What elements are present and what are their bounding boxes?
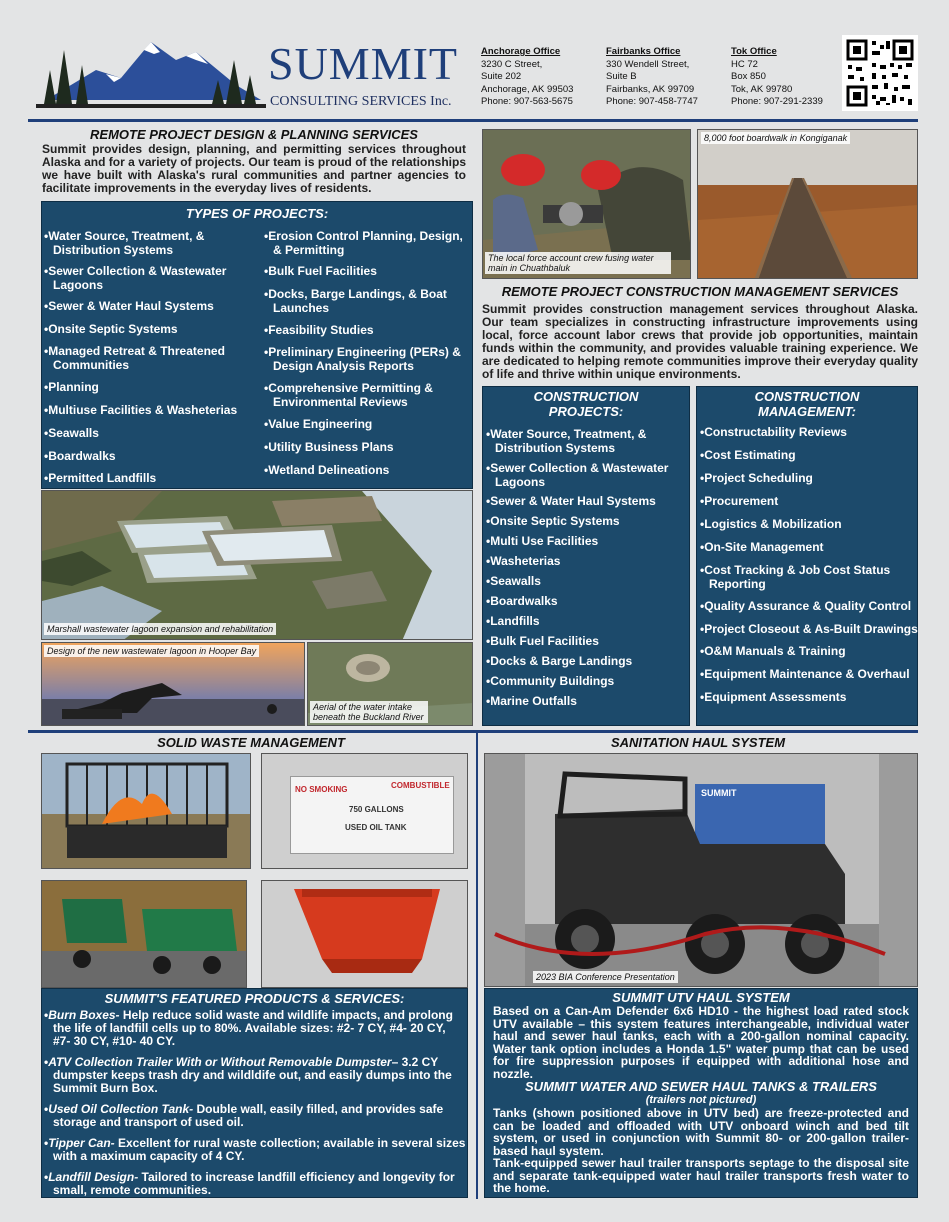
mountain-logo-icon bbox=[36, 30, 266, 108]
list-item: • Erosion Control Planning, Design, & Permitting bbox=[264, 229, 472, 257]
office-address-line: Box 850 bbox=[731, 71, 766, 82]
list-item: • Preliminary Engineering (PERs) & Design Analysis Reports bbox=[264, 345, 472, 373]
design-section-title: REMOTE PROJECT DESIGN & PLANNING SERVICES bbox=[90, 127, 418, 142]
list-item: • Seawalls bbox=[486, 574, 688, 588]
list-item: • Sewer Collection & Wastewater Lagoons bbox=[486, 461, 688, 489]
construction-projects-list bbox=[486, 427, 688, 708]
list-item: • Project Closeout & As-Built Drawings bbox=[700, 622, 918, 636]
list-item: • Cost Tracking & Job Cost Status Reporting bbox=[700, 563, 918, 591]
company-subtitle: CONSULTING SERVICES Inc. bbox=[270, 94, 452, 109]
list-item: • Planning bbox=[44, 380, 262, 394]
utv-system-text: Based on a Can-Am Defender 6x6 HD10 - the highest load rated stock UTV available – this system features interchangeable, individual water haul and sewer haul tanks, each with a 200-gallon nominal capacity. Water tank option includes a Honda 1.5" water pump that can be used for fire suppression purposes if equipped with additional hose and nozzle. bbox=[493, 1004, 909, 1081]
list-item: • Landfills bbox=[486, 614, 688, 628]
list-item: • Onsite Septic Systems bbox=[44, 322, 262, 336]
office-address-line: 3230 C Street, bbox=[481, 58, 543, 70]
list-item: • Community Buildings bbox=[486, 674, 688, 688]
list-item: • Feasibility Studies bbox=[264, 323, 472, 337]
list-item: • Docks & Barge Landings bbox=[486, 654, 688, 668]
utv-badge: SUMMIT bbox=[701, 788, 737, 798]
hooper-bay-photo bbox=[41, 642, 305, 726]
list-item: • Multiuse Facilities & Washeterias bbox=[44, 403, 262, 417]
tank-label: COMBUSTIBLE bbox=[391, 781, 450, 790]
boardwalk-photo bbox=[697, 129, 918, 279]
product-name: ATV Collection Trailer With or Without Removable Dumpster bbox=[48, 1055, 392, 1069]
list-item: • Project Scheduling bbox=[700, 471, 918, 485]
tank-label: USED OIL TANK bbox=[345, 823, 407, 832]
list-item: • Washeterias bbox=[486, 554, 688, 568]
list-item: • Quality Assurance & Quality Control bbox=[700, 599, 918, 613]
types-left-list bbox=[44, 229, 262, 485]
design-intro: Summit provides design, planning, and permitting services throughout Alaska and for a variety of projects. Our team is proud of the relationships we have built with Alaska's rural communities and partner agencies to facilitate improvements in the everyday lives of residents. bbox=[42, 142, 466, 195]
construction-projects-panel bbox=[482, 386, 690, 726]
tanks-title: SUMMIT WATER AND SEWER HAUL TANKS & TRAILERS bbox=[525, 1079, 877, 1094]
list-item: • Bulk Fuel Facilities bbox=[486, 634, 688, 648]
photo-caption: Aerial of the water intake beneath the Buckland River bbox=[310, 701, 428, 723]
burn-box-photo bbox=[41, 753, 251, 869]
list-item: • Utility Business Plans bbox=[264, 440, 472, 454]
list-item: • Onsite Septic Systems bbox=[486, 514, 688, 528]
product-desc: Help reduce solid waste and wildlife impacts, and prolong the life of landfill cells up to 80%. Available sizes: #2- 7 CY, #4- 20 CY, #7- 30 CY, #10- 40 CY. bbox=[53, 1008, 453, 1048]
list-item: • Water Source, Treatment, & Distribution Systems bbox=[486, 427, 688, 455]
list-item: • Water Source, Treatment, & Distribution Systems bbox=[44, 229, 262, 257]
list-item: • Wetland Delineations bbox=[264, 463, 472, 477]
product-desc: Tailored to increase landfill efficiency and longevity for small, remote communities. bbox=[53, 1170, 455, 1197]
types-of-projects-title: TYPES OF PROJECTS: bbox=[185, 206, 329, 221]
list-item: • Value Engineering bbox=[264, 417, 472, 431]
product-name: Landfill Design- bbox=[48, 1170, 139, 1184]
list-item: • Sewer & Water Haul Systems bbox=[486, 494, 688, 508]
list-item: • Seawalls bbox=[44, 426, 262, 440]
product-desc: – 3.2 CY dumpster keeps trash dry and wildldife out, and easily dumps into the Summit Burn Box. bbox=[53, 1055, 452, 1095]
solid-waste-title: SOLID WASTE MANAGEMENT bbox=[157, 735, 345, 750]
oil-tank bbox=[290, 776, 454, 854]
list-item: • Sewer & Water Haul Systems bbox=[44, 299, 262, 313]
list-item: • Permitted Landfills bbox=[44, 471, 262, 485]
list-item: • Equipment Assessments bbox=[700, 690, 918, 704]
qr-code-icon[interactable] bbox=[842, 35, 918, 111]
list-item: • Boardwalks bbox=[486, 594, 688, 608]
photo-caption: 2023 BIA Conference Presentation bbox=[533, 971, 678, 983]
list-item bbox=[44, 1137, 466, 1163]
crew-photo bbox=[482, 129, 691, 279]
office-phone[interactable]: Phone: 907-291-2339 bbox=[731, 96, 823, 107]
office-address-line: Suite 202 bbox=[481, 71, 522, 82]
featured-products-title: SUMMIT'S FEATURED PRODUCTS & SERVICES: bbox=[104, 991, 405, 1006]
list-item bbox=[44, 1056, 466, 1095]
tank-label: 750 GALLONS bbox=[349, 805, 404, 814]
tanks-note: (trailers not pictured) bbox=[645, 1094, 757, 1106]
product-name: Tipper Can- bbox=[48, 1136, 115, 1150]
marshall-lagoon-photo bbox=[41, 490, 473, 640]
list-item: • Sewer Collection & Wastewater Lagoons bbox=[44, 264, 262, 292]
tanks-text: Tanks (shown positioned above in UTV bed) are freeze-protected and can be loaded and offloaded with UTV onboard winch and bed tilt system, or used in conjunction with Summit 80- or 200-gallon trailer-based haul system. bbox=[493, 1106, 909, 1158]
list-item: • Cost Estimating bbox=[700, 448, 918, 462]
types-right-list bbox=[264, 229, 472, 477]
product-name: Used Oil Collection Tank- bbox=[48, 1102, 194, 1116]
list-item: • Logistics & Mobilization bbox=[700, 517, 918, 531]
list-item: • Bulk Fuel Facilities bbox=[264, 264, 472, 278]
company-name: SUMMIT bbox=[268, 38, 459, 89]
types-of-projects-panel bbox=[41, 201, 473, 489]
list-item: • Procurement bbox=[700, 494, 918, 508]
tank-label: NO SMOKING bbox=[295, 785, 348, 794]
construction-management-panel bbox=[696, 386, 918, 726]
construction-management-list bbox=[700, 425, 918, 704]
construction-projects-title: CONSTRUCTION PROJECTS: bbox=[533, 389, 639, 419]
list-item: • Equipment Maintenance & Overhaul bbox=[700, 667, 918, 681]
construction-section-title: REMOTE PROJECT CONSTRUCTION MANAGEMENT SERVICES bbox=[501, 284, 899, 299]
photo-caption: Design of the new wastewater lagoon in Hooper Bay bbox=[44, 645, 259, 657]
utv-panel bbox=[484, 988, 918, 1198]
list-item bbox=[44, 1103, 466, 1129]
photo-caption: Marshall wastewater lagoon expansion and rehabilitation bbox=[44, 623, 276, 635]
sanitation-title: SANITATION HAUL SYSTEM bbox=[610, 735, 786, 750]
office-address-line: Anchorage, AK 99503 bbox=[481, 83, 574, 95]
photo-caption: 8,000 foot boardwalk in Kongiganak bbox=[701, 132, 850, 144]
office-address-line: HC 72 bbox=[731, 58, 758, 70]
office-address-line: Fairbanks, AK 99709 bbox=[606, 83, 695, 95]
office-anchorage bbox=[481, 46, 599, 109]
construction-management-title: CONSTRUCTION MANAGEMENT: bbox=[754, 389, 860, 419]
list-item: • Multi Use Facilities bbox=[486, 534, 688, 548]
trailer-text: Tank-equipped sewer haul trailer transports septage to the disposal site and separate tank-equipped water haul trailer transports fresh water to the home. bbox=[493, 1156, 909, 1195]
buckland-photo bbox=[307, 642, 473, 726]
office-title: Fairbanks Office bbox=[606, 46, 681, 57]
office-title: Tok Office bbox=[731, 46, 777, 57]
list-item: • Managed Retreat & Threatened Communities bbox=[44, 344, 262, 372]
product-name: Burn Boxes- bbox=[48, 1008, 120, 1022]
construction-intro: Summit provides construction management services throughout Alaska. Our team specializes in constructing infrastructure improvements using local, force account labor crews that provide job opportunities, maintain funds within the community, and provides valuable training experience. We are dedicated to helping remote communities improve their everyday quality of life and thrive within unique environments. bbox=[482, 302, 918, 381]
featured-products-list bbox=[44, 1009, 466, 1205]
list-item: • Constructability Reviews bbox=[700, 425, 918, 439]
section-divider bbox=[28, 730, 918, 733]
list-item: • O&M Manuals & Training bbox=[700, 644, 918, 658]
office-title: Anchorage Office bbox=[481, 46, 561, 57]
list-item: • On-Site Management bbox=[700, 540, 918, 554]
atv-trailer-photo bbox=[41, 880, 247, 988]
column-divider bbox=[476, 733, 478, 1199]
office-fairbanks bbox=[606, 46, 724, 109]
tipper-can-photo bbox=[261, 880, 468, 988]
list-item: • Boardwalks bbox=[44, 449, 262, 463]
product-desc: Double wall, easily filled, and provides safe storage and transport of used oil. bbox=[53, 1102, 444, 1129]
list-item bbox=[44, 1171, 466, 1197]
list-item: • Docks, Barge Landings, & Boat Launches bbox=[264, 287, 472, 315]
photo-caption: The local force account crew fusing water main in Chuathbaluk bbox=[485, 252, 671, 274]
office-address-line: 330 Wendell Street, bbox=[606, 58, 690, 70]
product-desc: Excellent for rural waste collection; available in several sizes with a maximum capacity of 4 CY. bbox=[53, 1136, 466, 1163]
office-tok bbox=[731, 46, 841, 109]
header-divider bbox=[28, 119, 918, 122]
logo bbox=[36, 30, 266, 108]
featured-products-panel bbox=[41, 988, 468, 1198]
office-phone[interactable]: Phone: 907-458-7747 bbox=[606, 96, 698, 107]
list-item: • Comprehensive Permitting & Environmental Reviews bbox=[264, 381, 472, 409]
utv-system-title: SUMMIT UTV HAUL SYSTEM bbox=[612, 990, 790, 1005]
list-item bbox=[44, 1009, 466, 1048]
office-address-line: Tok, AK 99780 bbox=[731, 83, 793, 95]
list-item: • Marine Outfalls bbox=[486, 694, 688, 708]
office-phone[interactable]: Phone: 907-563-5675 bbox=[481, 96, 573, 107]
utv-photo bbox=[484, 753, 918, 987]
office-address-line: Suite B bbox=[606, 71, 637, 82]
used-oil-tank-photo bbox=[261, 753, 468, 869]
